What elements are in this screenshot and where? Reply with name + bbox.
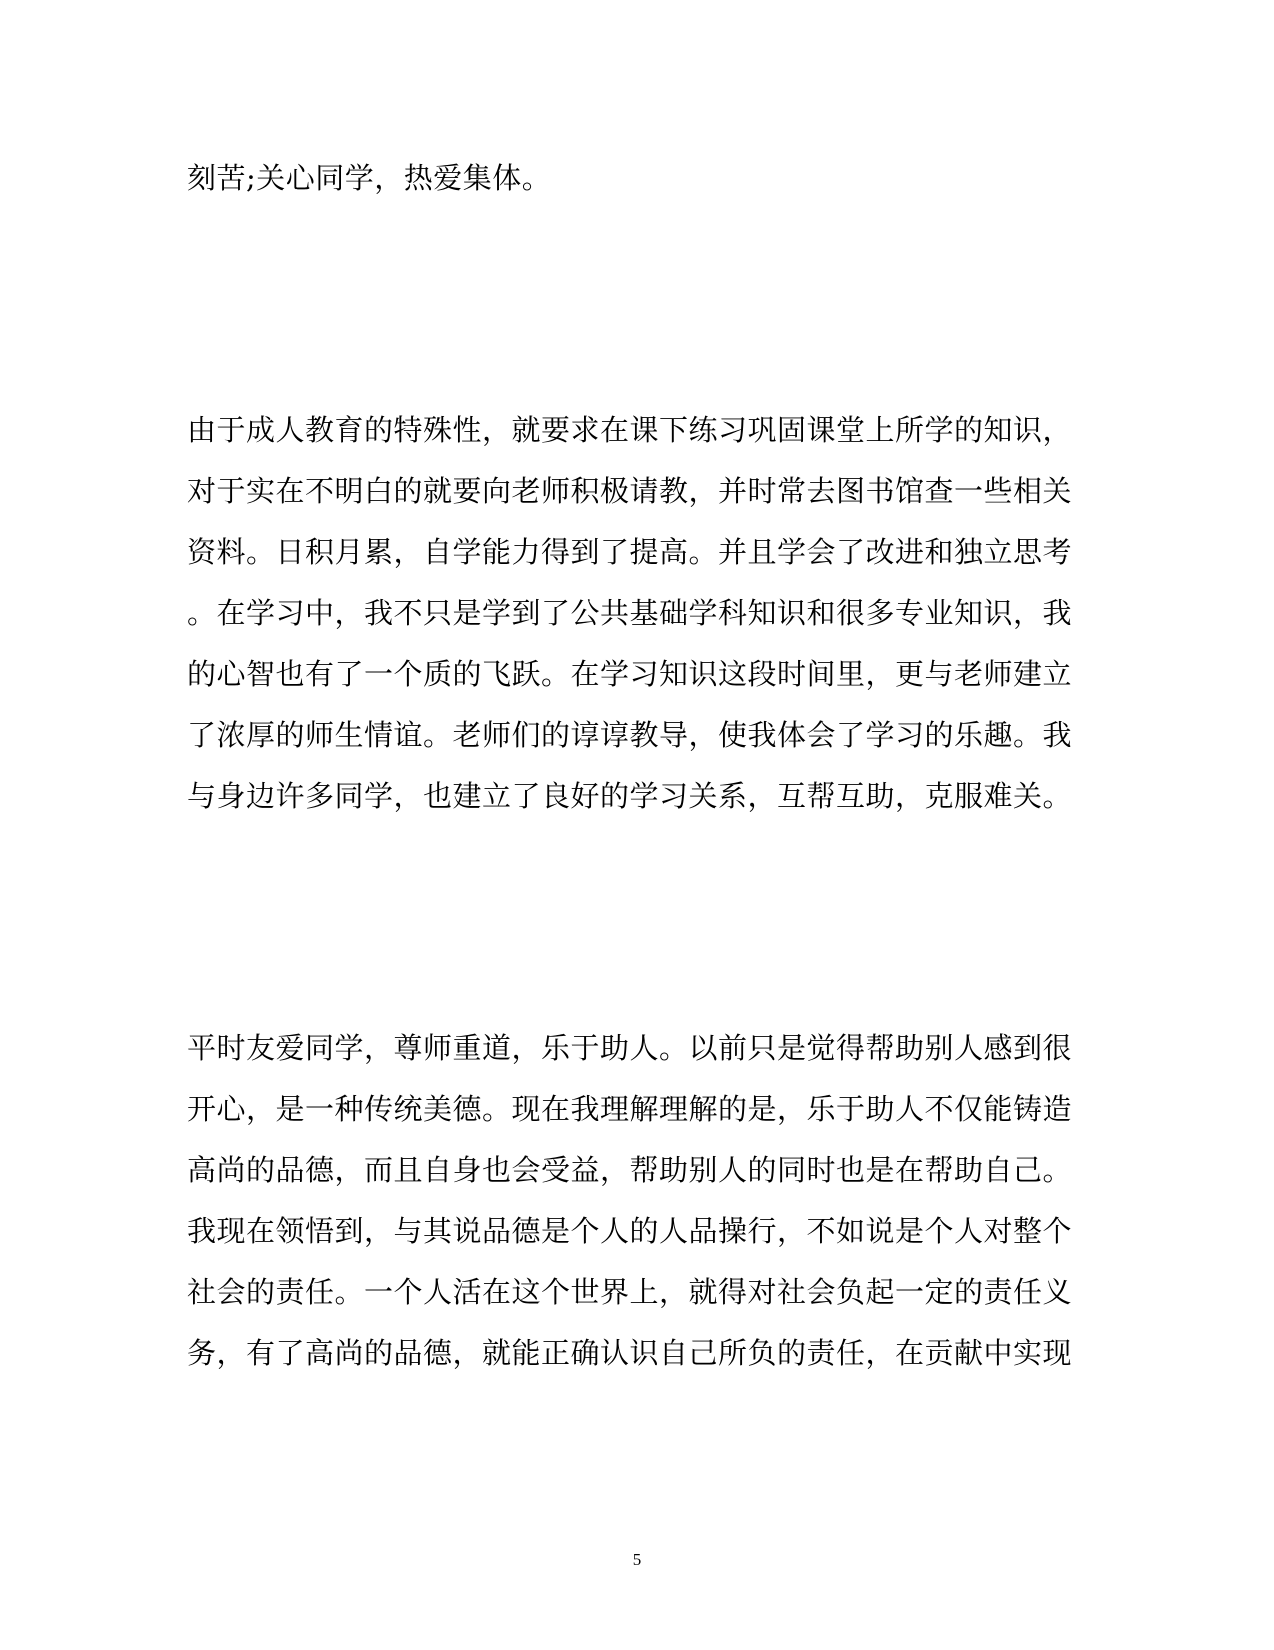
text-line: 开心，是一种传统美德。现在我理解理解的是，乐于助人不仅能铸造 [187, 1092, 1073, 1126]
text-line: 资料。日积月累，自学能力得到了提高。并且学会了改进和独立思考 [187, 535, 1073, 569]
text-line: 平时友爱同学，尊师重道，乐于助人。以前只是觉得帮助别人感到很 [187, 1031, 1073, 1065]
text-line: 对于实在不明白的就要向老师积极请教，并时常去图书馆查一些相关 [187, 474, 1073, 508]
text-line: 由于成人教育的特殊性，就要求在课下练习巩固课堂上所学的知识， [187, 413, 1073, 447]
text-line: 社会的责任。一个人活在这个世界上，就得对社会负起一定的责任义 [187, 1275, 1073, 1309]
page-number: 5 [632, 1550, 642, 1569]
text-line: 的心智也有了一个质的飞跃。在学习知识这段时间里，更与老师建立 [187, 657, 1073, 691]
text-line: 与身边许多同学，也建立了良好的学习关系，互帮互助，克服难关。 [187, 779, 1073, 813]
text-line: 刻苦;关心同学，热爱集体。 [187, 161, 552, 195]
text-line: 。在学习中，我不只是学到了公共基础学科知识和很多专业知识，我 [187, 596, 1073, 630]
text-line: 了浓厚的师生情谊。老师们的谆谆教导，使我体会了学习的乐趣。我 [187, 718, 1073, 752]
text-line: 务，有了高尚的品德，就能正确认识自己所负的责任，在贡献中实现 [187, 1336, 1073, 1370]
text-line: 我现在领悟到，与其说品德是个人的人品操行，不如说是个人对整个 [187, 1214, 1073, 1248]
text-line: 高尚的品德，而且自身也会受益，帮助别人的同时也是在帮助自己。 [187, 1153, 1073, 1187]
